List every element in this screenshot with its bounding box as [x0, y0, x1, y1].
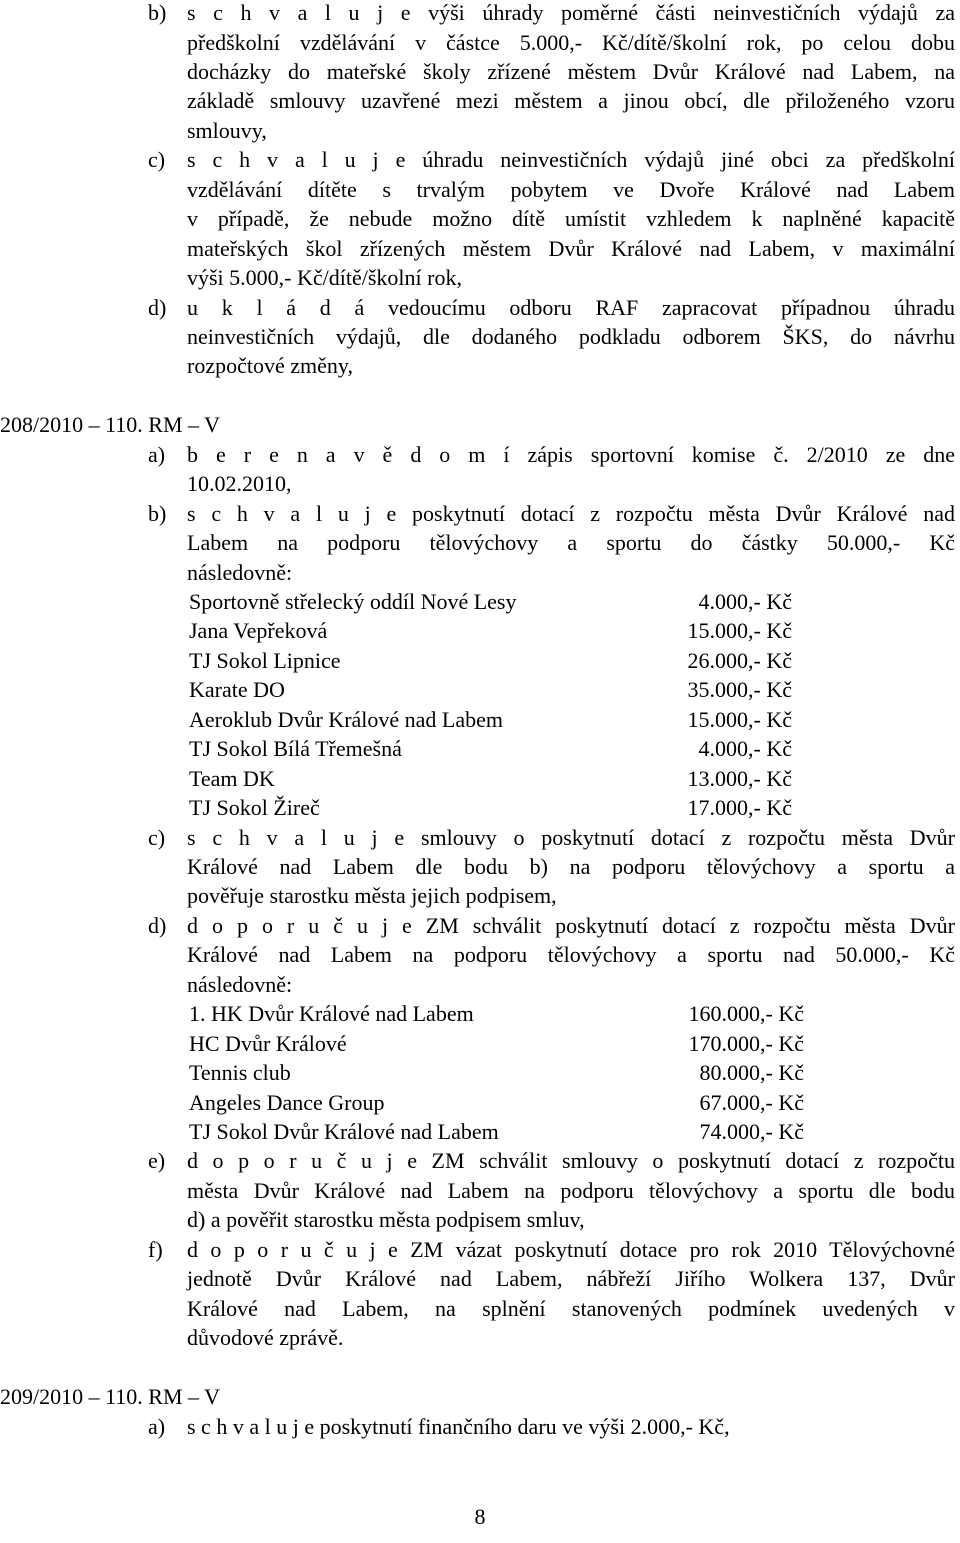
paragraph-line: vzdělávání dítěte s trvalým pobytem ve Dvoře Králové nad Labem — [187, 177, 955, 202]
paragraph-line: důvodové zprávě. — [187, 1325, 344, 1350]
grant-recipient: Team DK — [189, 766, 275, 791]
grant-recipient: Sportovně střelecký oddíl Nové Lesy — [189, 589, 517, 614]
grant-recipient: HC Dvůr Králové — [189, 1031, 347, 1056]
resolution-heading: 209/2010 – 110. RM – V — [0, 1384, 221, 1409]
grant-amount: 26.000,- Kč — [687, 648, 792, 673]
grant-recipient: TJ Sokol Dvůr Králové nad Labem — [189, 1119, 499, 1144]
page-number: 8 — [474, 1504, 486, 1529]
paragraph-line: d o p o r u č u j e ZM schválit poskytnutí dotací z rozpočtu města Dvůr — [187, 913, 955, 938]
paragraph-line: Králové nad Labem, na splnění stanovených podmínek uvedených v — [187, 1296, 955, 1321]
grant-recipient: Aeroklub Dvůr Králové nad Labem — [189, 707, 504, 732]
paragraph-line: následovně: — [187, 972, 293, 997]
paragraph-line: s c h v a l u j e poskytnutí dotací z rozpočtu města Dvůr Králové nad — [187, 501, 955, 526]
item-e-label: e) — [148, 1148, 166, 1173]
grant-recipient: TJ Sokol Bílá Třemešná — [189, 736, 402, 761]
paragraph-line: výši 5.000,- Kč/dítě/školní rok, — [187, 265, 462, 290]
paragraph-line: s c h v a l u j e úhradu neinvestičních výdajů jiné obci za předškolní — [187, 147, 955, 172]
grant-amount: 13.000,- Kč — [687, 766, 792, 791]
paragraph-line: d) a pověřit starostku města podpisem smluv, — [187, 1207, 585, 1232]
item-b-label: b) — [148, 501, 167, 526]
grant-amount: 74.000,- Kč — [699, 1119, 804, 1144]
grant-amount: 15.000,- Kč — [687, 707, 792, 732]
item-f-label: f) — [148, 1237, 163, 1262]
item-a-label: a) — [148, 442, 166, 467]
grant-amount: 35.000,- Kč — [687, 677, 792, 702]
paragraph-line: docházky do mateřské školy zřízené městem Dvůr Králové nad Labem, na — [187, 59, 955, 84]
paragraph-line: pověřuje starostku města jejich podpisem, — [187, 883, 557, 908]
paragraph-line: v případě, že nebude možno dítě umístit vzhledem k naplněné kapacitě — [187, 206, 955, 231]
paragraph-line: Králové nad Labem na podporu tělovýchovy a sportu nad 50.000,- Kč — [187, 942, 955, 967]
paragraph-line: smlouvy, — [187, 118, 267, 143]
paragraph-line: mateřských škol zřízených městem Dvůr Králové nad Labem, v maximální — [187, 236, 955, 261]
paragraph-line: základě smlouvy uzavřené mezi městem a jinou obcí, dle přiloženého vzoru — [187, 88, 955, 113]
item-c-label: c) — [148, 825, 166, 850]
paragraph-line: d o p o r u č u j e ZM schválit smlouvy o poskytnutí dotací z rozpočtu — [187, 1148, 955, 1173]
paragraph-line: Labem na podporu tělovýchovy a sportu do částky 50.000,- Kč — [187, 530, 955, 555]
resolution-heading: 208/2010 – 110. RM – V — [0, 412, 221, 437]
paragraph-line: s c h v a l u j e poskytnutí finančního daru ve výši 2.000,- Kč, — [187, 1414, 730, 1439]
grant-amount: 4.000,- Kč — [698, 736, 792, 761]
grant-amount: 170.000,- Kč — [688, 1031, 804, 1056]
paragraph-line: jednotě Dvůr Králové nad Labem, nábřeží Jiřího Wolkera 137, Dvůr — [187, 1266, 955, 1291]
paragraph-line: 10.02.2010, — [187, 471, 292, 496]
paragraph-line: následovně: — [187, 560, 293, 585]
paragraph-line: u k l á d á vedoucímu odboru RAF zapracovat případnou úhradu — [187, 295, 955, 320]
paragraph-line: neinvestičních výdajů, dle dodaného podkladu odborem ŠKS, do návrhu — [187, 324, 955, 349]
grant-recipient: Angeles Dance Group — [189, 1090, 385, 1115]
grant-amount: 160.000,- Kč — [688, 1001, 804, 1026]
paragraph-line: d o p o r u č u j e ZM vázat poskytnutí dotace pro rok 2010 Tělovýchovné — [187, 1237, 955, 1262]
grant-amount: 80.000,- Kč — [699, 1060, 804, 1085]
grant-recipient: Tennis club — [189, 1060, 291, 1085]
grant-recipient: Karate DO — [189, 677, 285, 702]
paragraph-line: s c h v a l u j e smlouvy o poskytnutí dotací z rozpočtu města Dvůr — [187, 825, 955, 850]
paragraph-line: Králové nad Labem dle bodu b) na podporu tělovýchovy a sportu a — [187, 854, 955, 879]
paragraph-line: města Dvůr Králové nad Labem na podporu tělovýchovy a sportu dle bodu — [187, 1178, 955, 1203]
grant-amount: 15.000,- Kč — [687, 618, 792, 643]
grant-amount: 17.000,- Kč — [687, 795, 792, 820]
paragraph-line: s c h v a l u j e výši úhrady poměrné části neinvestičních výdajů za — [187, 0, 955, 25]
item-d-label: d) — [148, 913, 167, 938]
paragraph-line: předškolní vzdělávání v částce 5.000,- Kč/dítě/školní rok, po celou dobu — [187, 30, 955, 55]
grant-recipient: TJ Sokol Lipnice — [189, 648, 341, 673]
grant-amount: 4.000,- Kč — [698, 589, 792, 614]
grant-recipient: 1. HK Dvůr Králové nad Labem — [189, 1001, 474, 1026]
item-b-label: b) — [148, 0, 167, 25]
paragraph-line: b e r e n a v ě d o m í zápis sportovní komise č. 2/2010 ze dne — [187, 442, 955, 467]
grant-recipient: TJ Sokol Žireč — [189, 795, 320, 820]
grant-amount: 67.000,- Kč — [699, 1090, 804, 1115]
grant-recipient: Jana Vepřeková — [189, 618, 328, 643]
item-d-label: d) — [148, 295, 167, 320]
paragraph-line: rozpočtové změny, — [187, 353, 353, 378]
item-c-label: c) — [148, 147, 166, 172]
item-a-label: a) — [148, 1414, 166, 1439]
